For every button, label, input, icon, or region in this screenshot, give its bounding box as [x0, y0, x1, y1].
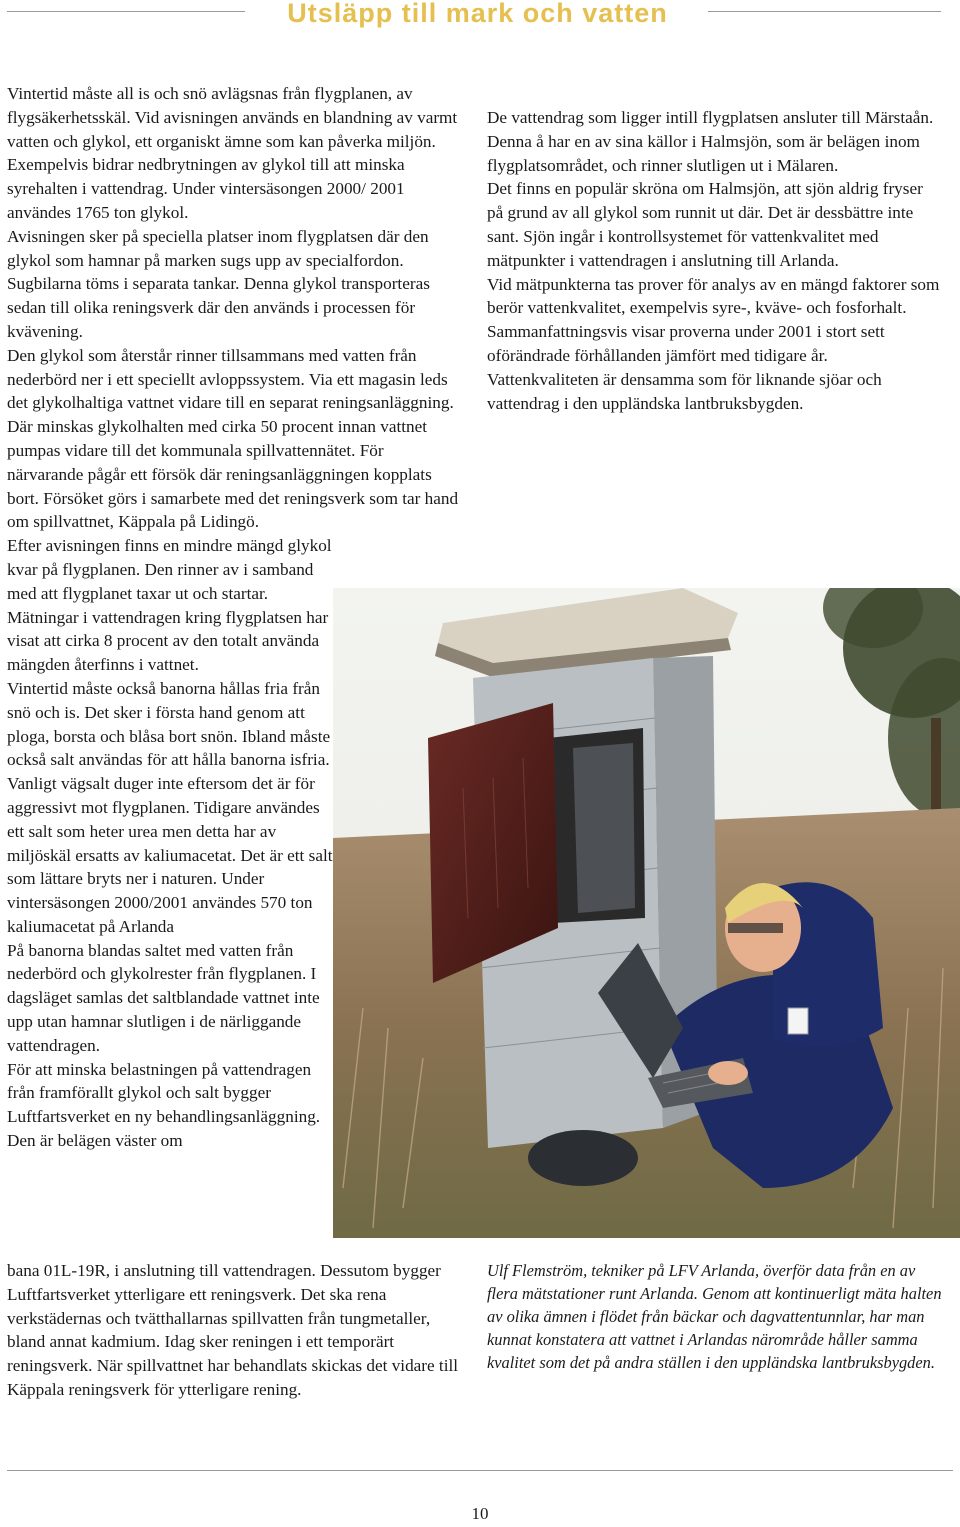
photo-measurement-station: [333, 588, 960, 1238]
paragraph: Vid mätpunkterna tas prover för analys av en mängd faktorer som berör vattenkvalitet, exempelvis syre-, kväve- och fosforhalt. Sammanfattningsvis visar proverna under 2001 i stort sett oförändrade förhållanden jämfört med tidigare år. Vattenkvaliteten är densamma som för liknande sjöar och vattendrag i den uppländska lantbruksbygden.: [487, 274, 940, 413]
header-rule-right: [708, 11, 941, 12]
footer-rule: [7, 1470, 953, 1471]
right-column: [487, 106, 942, 415]
paragraph: Vintertid måste all is och snö avlägsnas från flygplanen, av flygsäkerhetsskäl. Vid avisningen används en blandning av varmt vatten och glykol, ett organiskt ämne som kan påverka miljön. Exempelvis bidrar nedbrytningen av glykol till att minska syrehalten i vattendrag. Under vintersäsongen 2000/ 2001 användes 1765 ton glykol.: [7, 84, 458, 222]
page-title: Utsläpp till mark och vatten: [287, 0, 668, 28]
paragraph: bana 01L-19R, i anslutning till vattendragen. Dessutom bygger Luftfartsverket ytterligare ett reningsverk. Det ska rena verkstädernas och tvätthallarnas spillvatten från tungmetaller, bland annat kadmium. Idag sker reningen i ett temporärt reningsverk. När spillvattnet har behandlats skickas det vidare till Käppala reningsverk för ytterligare rening.: [7, 1261, 459, 1399]
paragraph: De vattendrag som ligger intill flygplatsen ansluter till Märstaån. Denna å har en av sina källor i Halmsjön, som är belägen inom flygplatsområdet, och rinner slutligen ut i Mälaren.: [487, 108, 934, 175]
paragraph: Det finns en populär skröna om Halmsjön, att sjön aldrig fryser på grund av all glykol som runnit ut där. Det är dessbättre inte sant. Sjön ingår i kontrollsystemet för vattenkvalitet med mätpunkter i vattendragen i anslutning till Arlanda.: [487, 179, 923, 270]
paragraph: För att minska belastningen på vattendragen från framförallt glykol och salt bygger Luftfartsverket en ny behandlingsanläggning. Den är belägen väster om: [7, 1059, 321, 1151]
paragraph: Avisningen sker på speciella platser inom flygplatsen där den glykol som hamnar på marken sugs upp av specialfordon. Sugbilarna töms i separata tankar. Denna glykol transporteras sedan till olika reningsverk där den används i processen för kvävening.: [7, 226, 430, 341]
paragraph: Den glykol som återstår rinner tillsammans med vatten från nederbörd ner i ett speciellt avloppssystem. Via ett magasin leds det glykolhaltiga vattnet vidare till en separat reningsanläggning. Där minskas glykolhalten med cirka 50 procent innan vattnet pumpas vidare till det kommunala spillvattennätet. För närvarande pågår ett försök där reningsanläggningen kopplats bort. Försöket görs i samarbete med det reningsverk som tar hand om spillvattnet, Käppala på Lidingö.: [7, 345, 459, 532]
paragraph: Vintertid måste också banorna hållas fria från snö och is. Det sker i första hand genom att ploga, borsta och blåsa bort snön. Ibland måste också salt användas för att hålla banorna isfria. Vanligt vägsalt duger inte eftersom det är för aggressivt mot flygplanen. Tidigare användes ett salt som heter urea men detta har av miljöskäl ersatts av kaliumacetat. Det är ett salt som lättare bryts ner i naturen. Under vintersäsongen 2000/2001 användes 570 ton kaliumacetat på Arlanda: [7, 678, 333, 936]
page-number: 10: [471, 1504, 489, 1523]
paragraph: På banorna blandas saltet med vatten från nederbörd och glykolrester från flygplanen. I dagsläget samlas det saltblandade vattnet inte upp utan hamnar slutligen i de närliggande vattendragen.: [7, 940, 320, 1055]
photo-caption: Ulf Flemström, tekniker på LFV Arlanda, överför data från en av flera mätstationer runt Arlanda. Genom att kontinuerligt mäta halten av olika ämnen i flödet från bäckar och dagvattentunnlar, har man kunnat konstatera att vattnet i Arlandas närområde håller samma kvalitet som det på andra ställen i den uppländska lantbruksbygden.: [487, 1261, 942, 1372]
header-rule-left: [7, 11, 245, 12]
left-column-bottom: [7, 1259, 462, 1402]
paragraph: Efter avisningen finns en mindre mängd glykol kvar på flygplanen. Den rinner av i samband med att flygplanet taxar ut och startar. Mätningar i vattendragen kring flygplatsen har visat att cirka 8 procent av den totalt använda mängden återfinns i vattnet.: [7, 536, 332, 675]
